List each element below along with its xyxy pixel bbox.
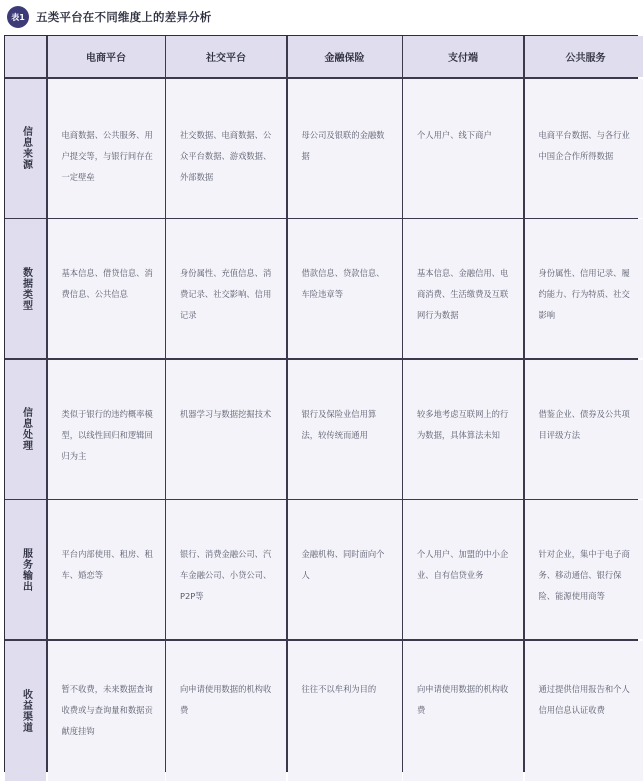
table-cell: 基本信息、借贷信息、消费信息、公共信息 (48, 219, 165, 358)
table-cell: 个人用户、加盟的中小企业、自有信贷业务 (403, 500, 523, 639)
table-cell: 机器学习与数据挖掘技术 (166, 360, 286, 499)
table-title: 五类平台在不同维度上的差异分析 (36, 9, 212, 25)
table-cell: 类似于银行的违约概率模型，以线性回归和逻辑回归为主 (48, 360, 165, 499)
column-header: 支付端 (403, 36, 523, 77)
row-header-label: 数据类型 (20, 267, 32, 311)
table-cell: 通过提供信用报告和个人信用信息认证收费 (525, 641, 643, 781)
column-header: 公共服务 (525, 36, 643, 77)
table-number-badge: 表1 (7, 6, 29, 28)
row-header (5, 360, 46, 499)
table-cell: 身份属性、充值信息、消费记录、社交影响、信用记录 (166, 219, 286, 358)
row-header-label: 服务输出 (20, 548, 32, 592)
comparison-table (4, 35, 638, 772)
table-cell: 银行及保险业信用算法，较传统而通用 (288, 360, 402, 499)
row-header-label: 信息来源 (20, 126, 32, 170)
table-cell: 金融机构、同时面向个人 (288, 500, 402, 639)
table-cell: 身份属性、信用记录、履约能力、行为特质、社交影响 (525, 219, 643, 358)
row-header (5, 79, 46, 218)
table-cell: 银行、消费金融公司、汽车金融公司、小贷公司、P2P等 (166, 500, 286, 639)
table-cell: 电商平台数据、与各行业中国企合作所得数据 (525, 79, 643, 218)
table-cell: 较多地考虑互联网上的行为数据，具体算法未知 (403, 360, 523, 499)
table-cell: 针对企业，集中于电子商务、移动通信、银行保险、能源使用商等 (525, 500, 643, 639)
column-header: 金融保险 (288, 36, 402, 77)
row-header-label: 收益渠道 (20, 689, 32, 733)
table-corner (5, 36, 46, 77)
table-cell: 电商数据、公共服务、用户提交等，与银行间存在一定壁垒 (48, 79, 165, 218)
table-cell: 向申请使用数据的机构收费 (166, 641, 286, 781)
table-cell: 向申请使用数据的机构收费 (403, 641, 523, 781)
table-cell: 借款信息、贷款信息、车险违章等 (288, 219, 402, 358)
table-cell: 暂不收费，未来数据查询收费或与查询量和数据贡献度挂钩 (48, 641, 165, 781)
row-header (5, 219, 46, 358)
column-header: 社交平台 (166, 36, 286, 77)
table-grid (4, 35, 638, 772)
table-cell: 平台内部使用、租房、租车、婚恋等 (48, 500, 165, 639)
table-cell: 基本信息、金融信用、电商消费、生活缴费及互联网行为数据 (403, 219, 523, 358)
table-cell: 往往不以牟利为目的 (288, 641, 402, 781)
column-header: 电商平台 (48, 36, 165, 77)
table-cell: 借鉴企业、债券及公共项目评级方法 (525, 360, 643, 499)
table-cell: 个人用户、线下商户 (403, 79, 523, 218)
row-header-label: 信息处理 (20, 407, 32, 451)
table-cell: 社交数据、电商数据、公众平台数据、游戏数据、外部数据 (166, 79, 286, 218)
row-header (5, 641, 46, 781)
table-title-bar (0, 0, 643, 34)
row-header (5, 500, 46, 639)
table-cell: 母公司及银联的金融数据 (288, 79, 402, 218)
